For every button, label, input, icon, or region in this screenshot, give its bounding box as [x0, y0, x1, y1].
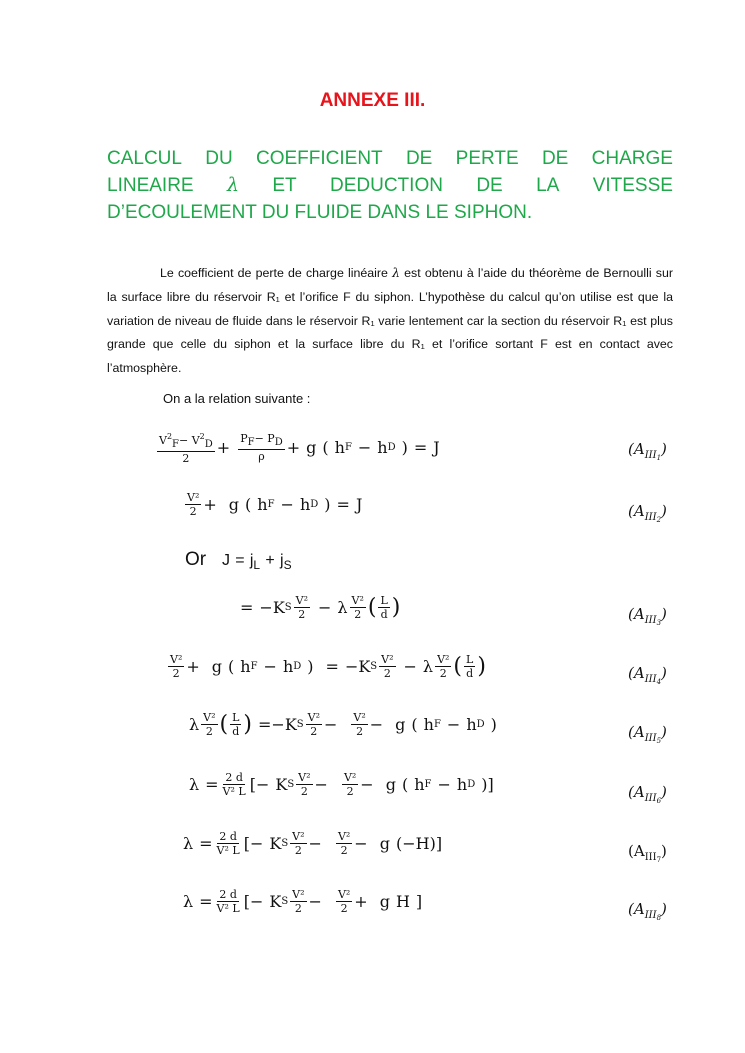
- heading-word: COEFFICIENT: [256, 148, 383, 169]
- fraction: $\frac{\text{V²}}{2}$: [351, 594, 364, 621]
- fraction: $\frac{\text{V²}}{2}$: [307, 711, 320, 738]
- fraction: $\frac{2 d}{\text{V² L}}$: [216, 888, 240, 915]
- heading-word: VITESSE: [592, 175, 673, 196]
- heading-line-2: [107, 172, 673, 199]
- equation-8: λ = $\frac{2 d}{\text{V² L}}$ [ − K S $\frac{\text{V²}}{2}$ − $\frac{\text{V²}}{2}$ + g H ]: [183, 888, 423, 915]
- equation-label-7: $(A_{III7})$: [628, 842, 667, 864]
- fraction: $\frac{PF- PD}{\rho}$: [240, 432, 283, 463]
- equation-5: λ $\frac{\text{V²}}{2}$ ( $\frac{L}{d}$ ) = − K S $\frac{\text{V²}}{2}$ − $\frac{\text{V²}}{2}$ − g ( h F − h D ): [189, 711, 497, 738]
- heading-line-1: [107, 145, 673, 172]
- equation-4: $\frac{\text{V²}}{2}$ + g ( h F − h D ) = − K S $\frac{\text{V²}}{2}$ − λ $\frac{\text{V²}}{2}$ ( $\frac{L}{d}$ ): [170, 653, 486, 680]
- relation-intro: On a la relation suivante :: [163, 391, 311, 406]
- heading-word: DE: [405, 148, 433, 169]
- fraction: $\frac{L}{d}$: [232, 711, 240, 738]
- heading-word: LA: [536, 175, 560, 196]
- fraction: $\frac{L}{d}$: [466, 653, 474, 680]
- equation-2: $\frac{\text{V²}}{2}$ + g ( h F − h D ) = J: [187, 491, 363, 518]
- heading-word: DE: [541, 148, 569, 169]
- equation-3: = − K S $\frac{\text{V²}}{2}$ − λ $\frac{\text{V²}}{2}$ ( $\frac{L}{d}$ ): [240, 594, 401, 621]
- equation-6: λ = $\frac{2 d}{\text{V² L}}$ [ − K S $\frac{\text{V²}}{2}$ − $\frac{\text{V²}}{2}$ − g ( h F − h D ) ]: [189, 771, 494, 798]
- heading-word: CHARGE: [591, 148, 673, 169]
- paragraph-lambda: λ: [392, 265, 400, 280]
- section-heading: [107, 145, 673, 226]
- fraction: $\frac{2 d}{\text{V² L}}$: [222, 771, 246, 798]
- fraction: $\frac{\text{V²}}{2}$: [337, 888, 351, 915]
- fraction: $\frac{L}{d}$: [380, 594, 388, 621]
- fraction: $\frac{V^2F- V^2D}{2}$: [159, 432, 213, 465]
- heading-line-3: D’ECOULEMENT DU FLUIDE DANS LE SIPHON.: [107, 202, 533, 223]
- annex-title: ANNEXE III.: [319, 90, 426, 111]
- fraction: $\frac{\text{V²}}{2}$: [298, 771, 311, 798]
- fraction: $\frac{\text{V²}}{2}$: [187, 491, 200, 518]
- equation-label-2: $(A_{III2})$: [628, 502, 667, 524]
- heading-word: PERTE: [455, 148, 519, 169]
- heading-word: ET: [272, 175, 297, 196]
- equation-label-6: $(A_{III6})$: [628, 783, 667, 805]
- equation-label-8: $(A_{III8})$: [628, 900, 667, 922]
- equation-1: $\frac{V^2F- V^2D}{2}$ + $\frac{PF- PD}{\rho}$ + g ( h F − h D ) = J: [159, 432, 440, 465]
- equation-label-4: $(A_{III4})$: [628, 664, 667, 686]
- heading-word: λ: [226, 174, 239, 196]
- fraction: $\frac{\text{V²}}{2}$: [437, 653, 450, 680]
- fraction: $\frac{\text{V²}}{2}$: [353, 711, 366, 738]
- fraction: $\frac{\text{V²}}{2}$: [292, 830, 305, 857]
- intro-paragraph: [107, 261, 673, 381]
- equation-7: λ = $\frac{2 d}{\text{V² L}}$ [ − K S $\frac{\text{V²}}{2}$ − $\frac{\text{V²}}{2}$ − g ( − H ) ]: [183, 830, 443, 857]
- equation-label-1: $(A_{III1})$: [628, 440, 667, 462]
- paragraph-text: Le coefficient de perte de charge linéaire: [160, 266, 393, 280]
- heading-word: DU: [205, 148, 233, 169]
- heading-word: DE: [476, 175, 503, 196]
- paragraph-text: est obtenu à l’aide du théorème de Bernoulli sur la surface libre du réservoir R₁ et l’orifice F du siphon. L’hypothèse du calcul qu’on utilise est que la variation de niveau de fluide dans le réservoir R₁ varie lentement car la section du réservoir R₁ est plus grande que celle du siphon et la surface libre du R₁ et l’orifice sortant F est en contact avec l’atmosphère.: [107, 266, 673, 376]
- fraction: $\frac{\text{V²}}{2}$: [337, 830, 351, 857]
- fraction: $\frac{\text{V²}}{2}$: [343, 771, 357, 798]
- heading-word: DEDUCTION: [330, 175, 443, 196]
- equation-label-3: $(A_{III3})$: [628, 605, 667, 627]
- or-relation: Or $J = j_L + j_S$: [185, 549, 292, 572]
- fraction: $\frac{\text{V²}}{2}$: [292, 888, 305, 915]
- fraction: $\frac{\text{V²}}{2}$: [295, 594, 308, 621]
- fraction: $\frac{2 d}{\text{V² L}}$: [216, 830, 240, 857]
- equation-label-5: $(A_{III5})$: [628, 723, 667, 745]
- fraction: $\frac{\text{V²}}{2}$: [203, 711, 216, 738]
- heading-word: LINEAIRE: [107, 175, 194, 196]
- heading-word: CALCUL: [107, 148, 182, 169]
- fraction: $\frac{\text{V²}}{2}$: [170, 653, 183, 680]
- fraction: $\frac{\text{V²}}{2}$: [381, 653, 394, 680]
